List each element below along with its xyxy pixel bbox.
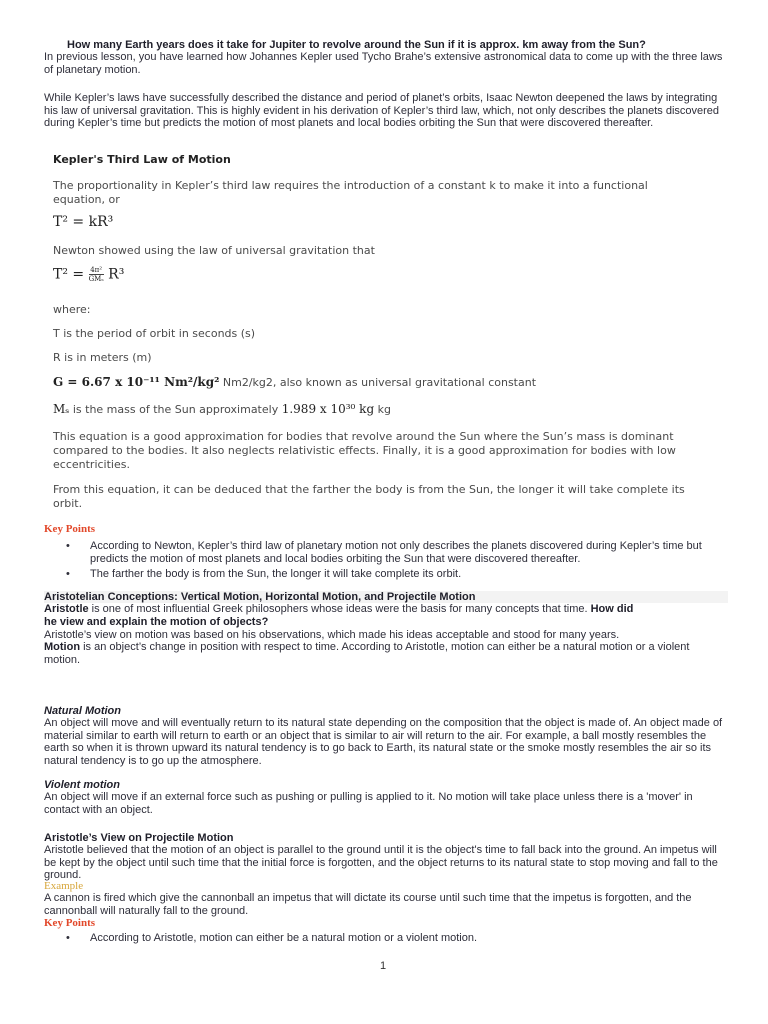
deduce-text-a: From this equation, it can be deduced that the farther the body is from the Sun, the longer it will take complete its: [53, 483, 685, 496]
intro-paragraph-2: While Kepler’s laws have successfully described the distance and period of planet’s orbits, Isaac Newton deepened the laws by integrating his law of universal gravitation. This is highly evident in his derivation of Kepler’s third law, which, not only describes the planets discovered during Kepler’s time but predicts the motion of most planets and local bodies orbiting the Sun that were discovered thereafter.: [44, 92, 720, 129]
aristotle-paragraph-1: Aristotle is one of most influential Greek philosophers whose ideas were the basis for many concepts that time. How did he view and explain the motion of objects?: [44, 603, 634, 628]
example-label: Example: [44, 880, 84, 892]
list-item: • According to Newton, Kepler’s third law of planetary motion not only describes the planets discovered during Kepler’s time but predicts the motion of most planets and local bodies orbiting the Sun that were discovered thereafter.: [66, 540, 702, 565]
bullet-icon: •: [66, 540, 70, 552]
list-item: • According to Aristotle, motion can either be a natural motion or a violent motion.: [66, 932, 478, 944]
eq2-rhs: R³: [108, 266, 125, 283]
g-constant-text: Nm2/kg2, also known as universal gravitational constant: [222, 376, 537, 389]
example-text: A cannon is fired which give the cannonball an impetus that will dictate its course until such time that the impetus is forgotten, and the cannonball will naturally fall to the ground.: [44, 892, 692, 917]
equation-t2-kr3: T² = kR³: [53, 214, 114, 230]
key-points-label-2: Key Points: [44, 917, 96, 929]
question-heading: How many Earth years does it take for Jupiter to revolve around the Sun if it is approx. km away from the Sun?: [67, 39, 646, 51]
eq2-denominator: GMₛ: [88, 275, 104, 283]
ms-symbol: Mₛ: [53, 402, 70, 416]
violent-motion-title: Violent motion: [44, 779, 120, 791]
natural-motion-text: An object will move and will eventually return to its natural state depending on the composition that the object is made of. An object made of material similar to earth will return to earth or an object that is similar to air will return to the air. For example, a ball mostly resembles the earth so when it is thrown upward its natural tendency is to go back to Earth, its natural state or the smoke mostly resembles the air so its natural tendency is to go up the atmosphere.: [44, 717, 723, 767]
kepler-text-2: Newton showed using the law of universal gravitation that: [53, 244, 375, 257]
violent-motion-text: An object will move if an external force such as pushing or pulling is applied to it. No motion will take place unless there is a 'mover' in contact with an object.: [44, 791, 693, 816]
aristotle-paragraph-3: Motion is an object’s change in position with respect to time. According to Aristotle, motion can either be a natural motion or a violent motion.: [44, 641, 690, 666]
key-points-list-1: [64, 540, 724, 584]
equation-newton-form: [53, 266, 124, 283]
aristotle-section-heading: Aristotelian Conceptions: Vertical Motion, Horizontal Motion, and Projectile Motion: [44, 591, 728, 603]
deduce-text-b: orbit.: [53, 497, 83, 510]
approx-text-c: eccentricities.: [53, 458, 130, 471]
key-points-list-2: [64, 932, 724, 948]
natural-motion-title: Natural Motion: [44, 705, 121, 717]
kepler-text-1b: equation, or: [53, 193, 120, 206]
ms-value: 1.989 x 10³⁰ kg: [281, 402, 375, 416]
g-constant-math: G = 6.67 x 10⁻¹¹ Nm²/kg²: [53, 375, 220, 389]
intro-paragraph-1: In previous lesson, you have learned how Johannes Kepler used Tycho Brahe’s extensive astronomical data to come up with the three laws of planetary motion.: [44, 51, 723, 76]
ms-text: is the mass of the Sun approximately: [72, 403, 279, 416]
kepler-text-1a: The proportionality in Kepler’s third law requires the introduction of a constant k to make it into a functional: [53, 179, 648, 192]
where-label: where:: [53, 303, 91, 316]
eq2-fraction: [89, 266, 104, 283]
list-item: • The farther the body is from the Sun, the longer it will take complete its orbit.: [66, 568, 462, 580]
eq2-lhs: T² =: [53, 266, 85, 283]
eq2-numerator: 4π²: [90, 266, 103, 274]
approx-text-a: This equation is a good approximation for bodies that revolve around the Sun where the Sun’s mass is dominant: [53, 430, 674, 443]
kepler-title: Kepler's Third Law of Motion: [53, 153, 231, 166]
r-definition: R is in meters (m): [53, 351, 152, 364]
approx-text-b: compared to the bodies. It also neglects relativistic effects. Finally, it is a good approximation for bodies with low: [53, 444, 676, 457]
projectile-text: Aristotle believed that the motion of an object is parallel to the ground until it is the object's time to fall back into the ground. An impetus will be kept by the object until such time that the initial force is forgotten, and the object returns to its natural state to stop moving and fall to the ground.: [44, 844, 718, 881]
ms-definition: [53, 402, 391, 416]
projectile-title: Aristotle’s View on Projectile Motion: [44, 832, 234, 844]
aristotle-paragraph-2: Aristotle’s view on motion was based on his observations, which made his ideas acceptable and stood for many years.: [44, 629, 620, 641]
t-definition: T is the period of orbit in seconds (s): [53, 327, 256, 340]
g-definition: [53, 375, 536, 389]
ms-unit: kg: [377, 403, 391, 416]
bullet-icon: •: [66, 932, 70, 944]
key-points-label-1: Key Points: [44, 523, 96, 535]
page-number: 1: [380, 960, 387, 972]
bullet-icon: •: [66, 568, 70, 580]
kepler-law-figure: [44, 146, 724, 518]
